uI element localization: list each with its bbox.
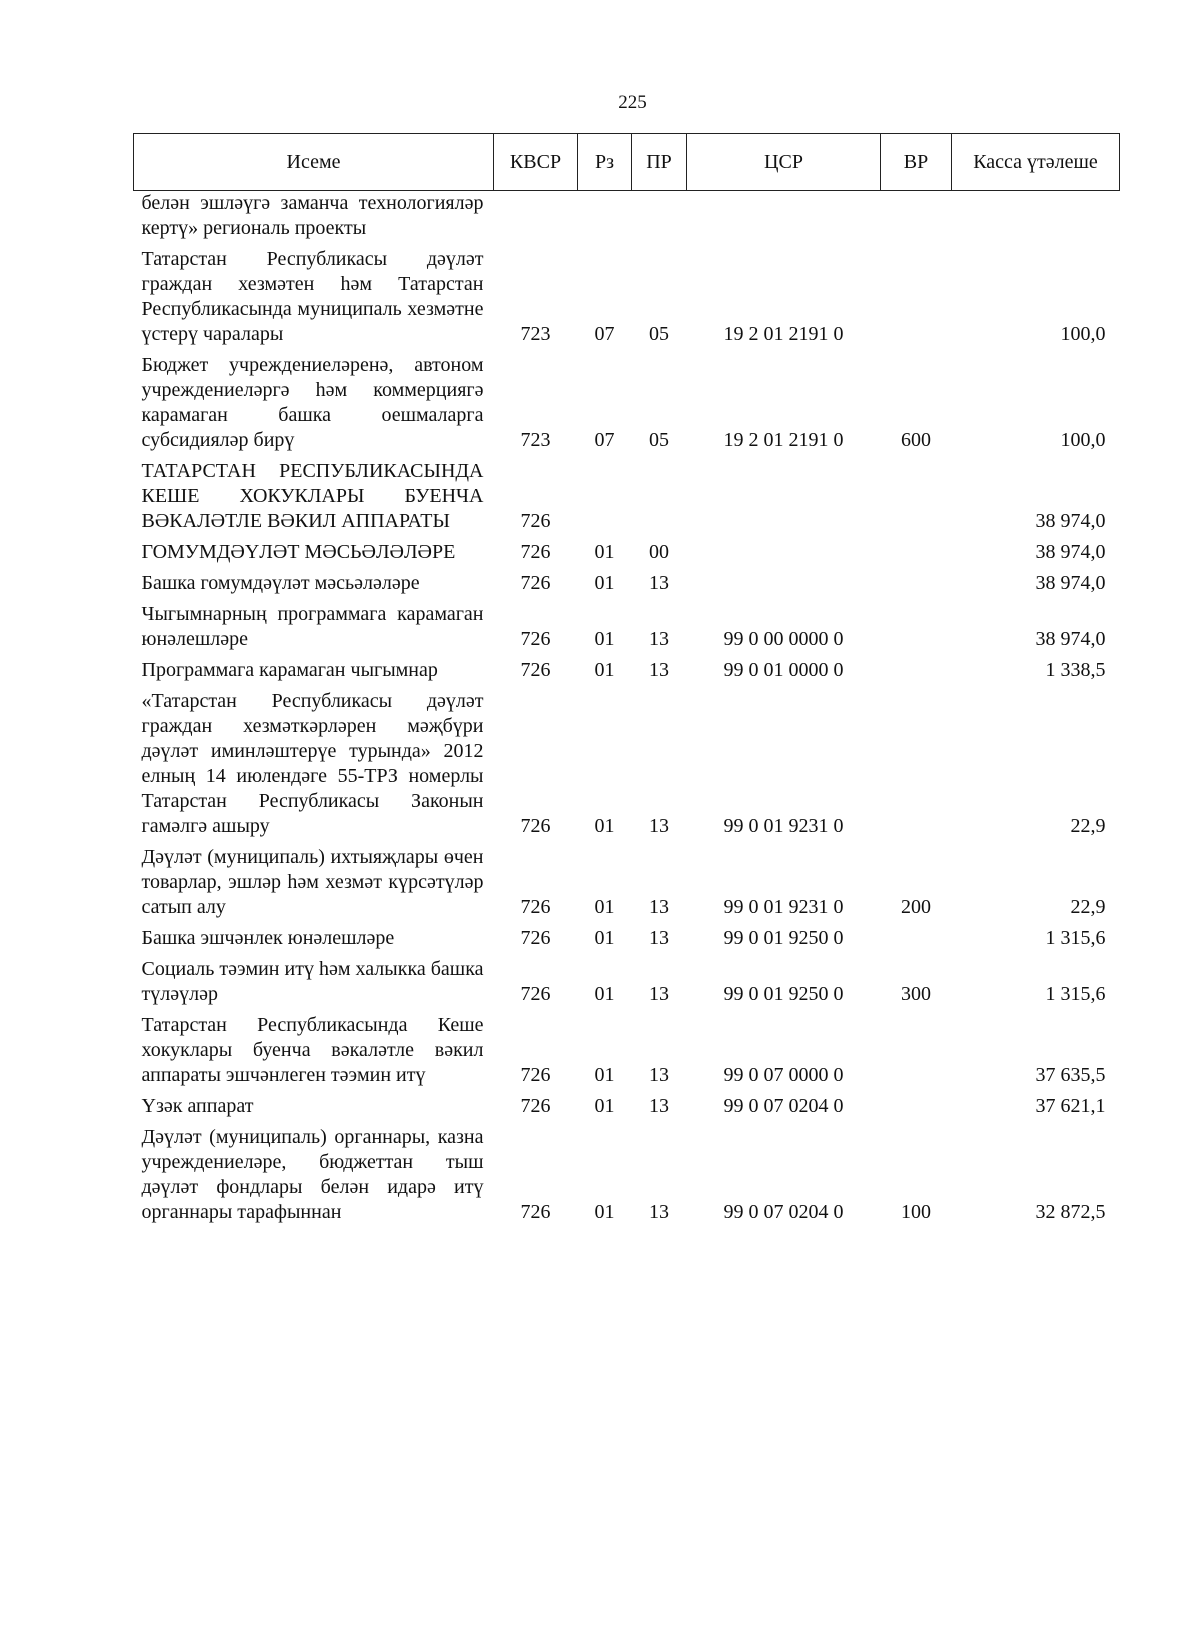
row-kvsr: 726 <box>520 1201 551 1223</box>
row-kassa: 1 338,5 <box>1045 659 1106 681</box>
table-row <box>134 656 1120 687</box>
row-kvsr: 726 <box>520 1064 551 1086</box>
row-name: Чыгымнарның программага карамаган юнәлешләре <box>141 603 484 650</box>
row-name: Татарстан Республикасында Кеше хокуклары буенча вәкаләтле вәкил аппараты эшчәнлеген тәэмин итү <box>141 1014 484 1086</box>
row-rz: 01 <box>594 659 615 681</box>
row-kvsr: 726 <box>520 983 551 1005</box>
row-rz <box>578 191 632 246</box>
row-vr <box>881 457 952 538</box>
row-csr: 99 0 00 0000 0 <box>723 628 844 650</box>
row-kassa: 38 974,0 <box>1035 628 1106 650</box>
row-vr <box>881 569 952 600</box>
row-rz: 07 <box>594 323 615 345</box>
row-pr: 13 <box>649 927 669 949</box>
row-pr: 05 <box>649 429 669 451</box>
row-pr: 13 <box>649 1095 669 1117</box>
header-rz: Рз <box>578 134 632 191</box>
row-rz: 01 <box>594 815 615 837</box>
row-rz: 01 <box>594 541 615 563</box>
row-name: Социаль тәэмин итү һәм халыкка башка түләүләр <box>141 958 484 1005</box>
row-pr: 13 <box>649 1201 669 1223</box>
row-vr <box>881 245 952 351</box>
row-csr: 19 2 01 2191 0 <box>723 323 844 345</box>
row-kassa: 38 974,0 <box>1035 541 1106 563</box>
row-vr <box>881 656 952 687</box>
table-row <box>134 569 1120 600</box>
row-csr <box>687 457 881 538</box>
table-row <box>134 600 1120 656</box>
row-name: «Татарстан Республикасы дәүләт граждан хезмәткәрләрен мәҗбүри дәүләт иминләштерүе турында» 2012 елның 14 июлендәге 55-ТРЗ номерлы Татарстан Республикасы Законын гамәлгә ашыру <box>141 690 484 837</box>
row-vr <box>881 1011 952 1092</box>
row-csr: 99 0 01 0000 0 <box>723 659 844 681</box>
row-kassa: 38 974,0 <box>1035 510 1106 532</box>
row-kvsr: 726 <box>520 927 551 949</box>
row-csr: 19 2 01 2191 0 <box>723 429 844 451</box>
row-pr: 05 <box>649 323 669 345</box>
table-row <box>134 924 1120 955</box>
table-row <box>134 1123 1120 1229</box>
table-header <box>134 134 1120 191</box>
table-row <box>134 1092 1120 1123</box>
header-vr: ВР <box>881 134 952 191</box>
table-row <box>134 245 1120 351</box>
row-csr: 99 0 07 0000 0 <box>723 1064 844 1086</box>
row-kassa: 32 872,5 <box>1035 1201 1106 1223</box>
row-vr <box>881 1092 952 1123</box>
row-vr: 200 <box>901 896 931 918</box>
row-kvsr: 726 <box>520 628 551 650</box>
row-name: Башка эшчәнлек юнәлешләре <box>141 927 395 949</box>
row-pr: 13 <box>649 659 669 681</box>
row-kassa: 100,0 <box>1060 323 1106 345</box>
row-name: Башка гомумдәүләт мәсьәләләре <box>141 572 420 594</box>
row-name: Татарстан Республикасы дәүләт граждан хезмәтен һәм Татарстан Республикасында муниципаль хезмәтне үстерү чаралары <box>141 248 484 345</box>
header-csr: ЦСР <box>687 134 881 191</box>
row-name: Дәүләт (муниципаль) ихтыяҗлары өчен товарлар, эшләр һәм хезмәт күрсәтүләр сатып алу <box>141 846 484 918</box>
row-kvsr: 726 <box>520 896 551 918</box>
row-csr: 99 0 07 0204 0 <box>723 1095 844 1117</box>
row-name: ГОМУМДӘҮЛӘТ МӘСЬӘЛӘЛӘРЕ <box>141 541 456 563</box>
row-name: Үзәк аппарат <box>141 1095 254 1117</box>
row-csr: 99 0 01 9250 0 <box>723 927 844 949</box>
row-kvsr <box>494 191 578 246</box>
table-row <box>134 1011 1120 1092</box>
row-kvsr: 726 <box>520 572 551 594</box>
row-pr <box>632 191 687 246</box>
row-pr: 13 <box>649 572 669 594</box>
page-number: 225 <box>618 92 647 113</box>
row-kassa: 1 315,6 <box>1045 927 1106 949</box>
row-rz <box>578 457 632 538</box>
header-kvsr: КВСР <box>494 134 578 191</box>
table-row <box>134 538 1120 569</box>
header-pr: ПР <box>632 134 687 191</box>
row-rz: 01 <box>594 572 615 594</box>
row-rz: 01 <box>594 927 615 949</box>
row-kassa: 100,0 <box>1060 429 1106 451</box>
row-vr <box>881 600 952 656</box>
row-name: белән эшләүгә заманча технологияләр кертү» региональ проекты <box>141 192 484 239</box>
row-rz: 01 <box>594 983 615 1005</box>
table-row <box>134 955 1120 1011</box>
row-csr <box>687 569 881 600</box>
row-name: ТАТАРСТАН РЕСПУБЛИКАСЫНДА КЕШЕ ХОКУКЛАРЫ БУЕНЧА ВӘКАЛӘТЛЕ ВӘКИЛ АППАРАТЫ <box>141 460 484 532</box>
row-vr <box>881 191 952 246</box>
row-vr: 600 <box>901 429 931 451</box>
row-vr <box>881 687 952 843</box>
row-kassa: 22,9 <box>1070 896 1106 918</box>
row-pr: 13 <box>649 628 669 650</box>
row-kassa: 1 315,6 <box>1045 983 1106 1005</box>
row-kassa: 38 974,0 <box>1035 572 1106 594</box>
row-name: Программага карамаган чыгымнар <box>141 659 438 681</box>
row-kvsr: 726 <box>520 541 551 563</box>
row-rz: 01 <box>594 1064 615 1086</box>
row-kvsr: 726 <box>520 510 551 532</box>
row-csr <box>687 538 881 569</box>
table-row <box>134 843 1120 924</box>
row-rz: 01 <box>594 1095 615 1117</box>
row-kassa: 37 621,1 <box>1035 1095 1106 1117</box>
table-row <box>134 457 1120 538</box>
row-rz: 01 <box>594 628 615 650</box>
table-row <box>134 191 1120 246</box>
row-vr <box>881 924 952 955</box>
row-pr: 13 <box>649 983 669 1005</box>
row-kvsr: 723 <box>520 323 551 345</box>
row-csr: 99 0 07 0204 0 <box>723 1201 844 1223</box>
row-name: Бюджет учреждениеләренә, автоном учреждениеләргә һәм коммерциягә карамаган башка оешмаларга субсидияләр бирү <box>141 354 484 451</box>
row-rz: 01 <box>594 1201 615 1223</box>
budget-table <box>133 133 1120 1229</box>
header-kassa: Касса үтәлеше <box>952 134 1120 191</box>
table-body <box>134 191 1120 1230</box>
row-vr: 100 <box>901 1201 931 1223</box>
row-kvsr: 726 <box>520 1095 551 1117</box>
row-pr: 00 <box>649 541 669 563</box>
row-pr: 13 <box>649 815 669 837</box>
row-csr: 99 0 01 9231 0 <box>723 815 844 837</box>
row-kassa: 37 635,5 <box>1035 1064 1106 1086</box>
row-rz: 01 <box>594 896 615 918</box>
header-name: Исеме <box>134 134 494 191</box>
row-kvsr: 723 <box>520 429 551 451</box>
row-pr: 13 <box>649 1064 669 1086</box>
row-kassa: 22,9 <box>1070 815 1106 837</box>
row-name: Дәүләт (муниципаль) органнары, казна учреждениеләре, бюджеттан тыш дәүләт фондлары белән идарә итү органнары тарафыннан <box>141 1126 484 1223</box>
row-csr <box>687 191 881 246</box>
row-rz: 07 <box>594 429 615 451</box>
table-row <box>134 687 1120 843</box>
row-vr <box>881 538 952 569</box>
row-kvsr: 726 <box>520 815 551 837</box>
row-kvsr: 726 <box>520 659 551 681</box>
row-kassa <box>952 191 1120 246</box>
row-pr <box>632 457 687 538</box>
row-csr: 99 0 01 9231 0 <box>723 896 844 918</box>
row-vr: 300 <box>901 983 931 1005</box>
row-csr: 99 0 01 9250 0 <box>723 983 844 1005</box>
table-row <box>134 351 1120 457</box>
row-pr: 13 <box>649 896 669 918</box>
